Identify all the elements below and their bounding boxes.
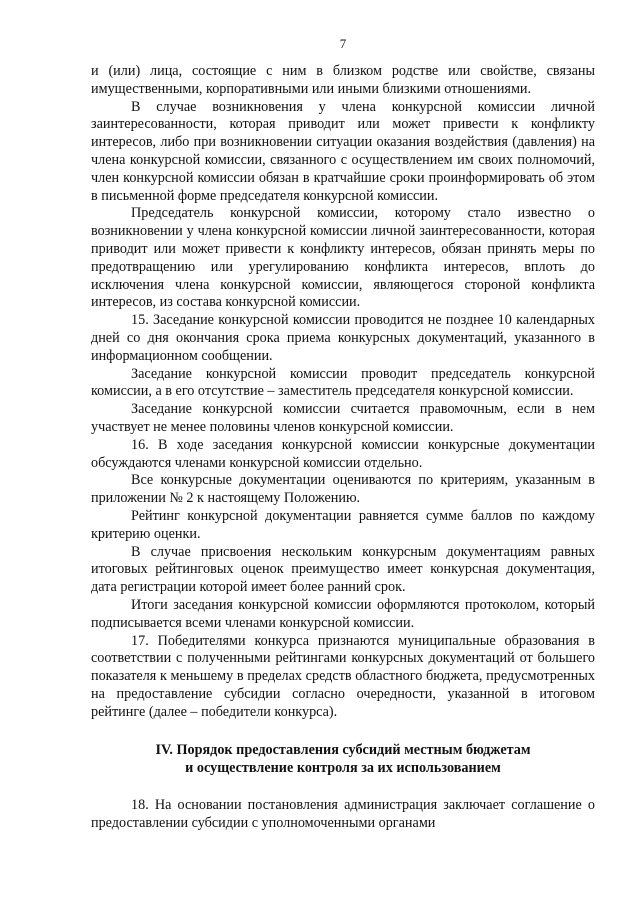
section-heading-line: и осуществление контроля за их использованием xyxy=(185,760,501,777)
paragraph: Председатель конкурсной комиссии, которому стало известно о возникновении у члена конкурсной комиссии личной заинтересованности, которая приводит или может привести к конфликту интересов, обязан принять меры по предотвращению или урегулированию конфликта интересов, вплоть до исключения члена конкурсной комиссии, являющегося стороной конфликта интересов, из состава конкурсной комиссии. xyxy=(91,205,595,311)
paragraph: и (или) лица, состоящие с ним в близком родстве или свойстве, связаны имущественными, корпоративными или иными близкими отношениями. xyxy=(91,63,595,97)
paragraph: В случае присвоения нескольким конкурсным документациям равных итоговых рейтинговых оценок преимущество имеет конкурсная документация, дата регистрации которой имеет более ранний срок. xyxy=(91,543,595,596)
paragraph: 17. Победителями конкурса признаются муниципальные образования в соответствии с полученными рейтингами конкурсных документаций от большего показателя к меньшему в пределах средств областного бюджета, предусмотренных на предоставление субсидии согласно очередности, указанной в итоговом рейтинге (далее – победители конкурса). xyxy=(91,632,595,720)
paragraphs-bottom xyxy=(91,797,595,833)
section-heading-line: IV. Порядок предоставления субсидий местным бюджетам xyxy=(155,742,531,759)
paragraph: Все конкурсные документации оцениваются по критериям, указанным в приложении № 2 к настоящему Положению. xyxy=(91,472,595,507)
section-heading xyxy=(91,741,595,777)
paragraph: 16. В ходе заседания конкурсной комиссии конкурсные документации обсуждаются членами конкурсной комиссии отдельно. xyxy=(91,436,595,471)
paragraph: Итоги заседания конкурсной комиссии оформляются протоколом, который подписывается всеми членами конкурсной комиссии. xyxy=(91,596,595,631)
paragraph: Заседание конкурсной комиссии проводит председатель конкурсной комиссии, а в его отсутствие – заместитель председателя конкурсной комиссии. xyxy=(91,365,595,400)
paragraph: Рейтинг конкурсной документации равняется сумме баллов по каждому критерию оценки. xyxy=(91,507,595,542)
paragraph: В случае возникновения у члена конкурсной комиссии личной заинтересованности, которая приводит или может привести к конфликту интересов, либо при возникновении ситуации оказания воздействия (давления) на члена конкурсной комиссии, связанного с осуществлением им своих полномочий, член конкурсной комиссии обязан в кратчайшие сроки проинформировать об этом в письменной форме председателя конкурсной комиссии. xyxy=(91,98,595,204)
paragraphs-top xyxy=(91,63,595,721)
paragraph: 15. Заседание конкурсной комиссии проводится не позднее 10 календарных дней со дня окончания срока приема конкурсных документаций, указанного в информационном сообщении. xyxy=(91,312,595,364)
paragraph: 18. На основании постановления администрация заключает соглашение о предоставлении субсидии с уполномоченными органами xyxy=(91,797,595,832)
page-number: 7 xyxy=(339,36,347,51)
paragraph: Заседание конкурсной комиссии считается правомочным, если в нем участвует не менее половины членов конкурсной комиссии. xyxy=(91,401,595,435)
